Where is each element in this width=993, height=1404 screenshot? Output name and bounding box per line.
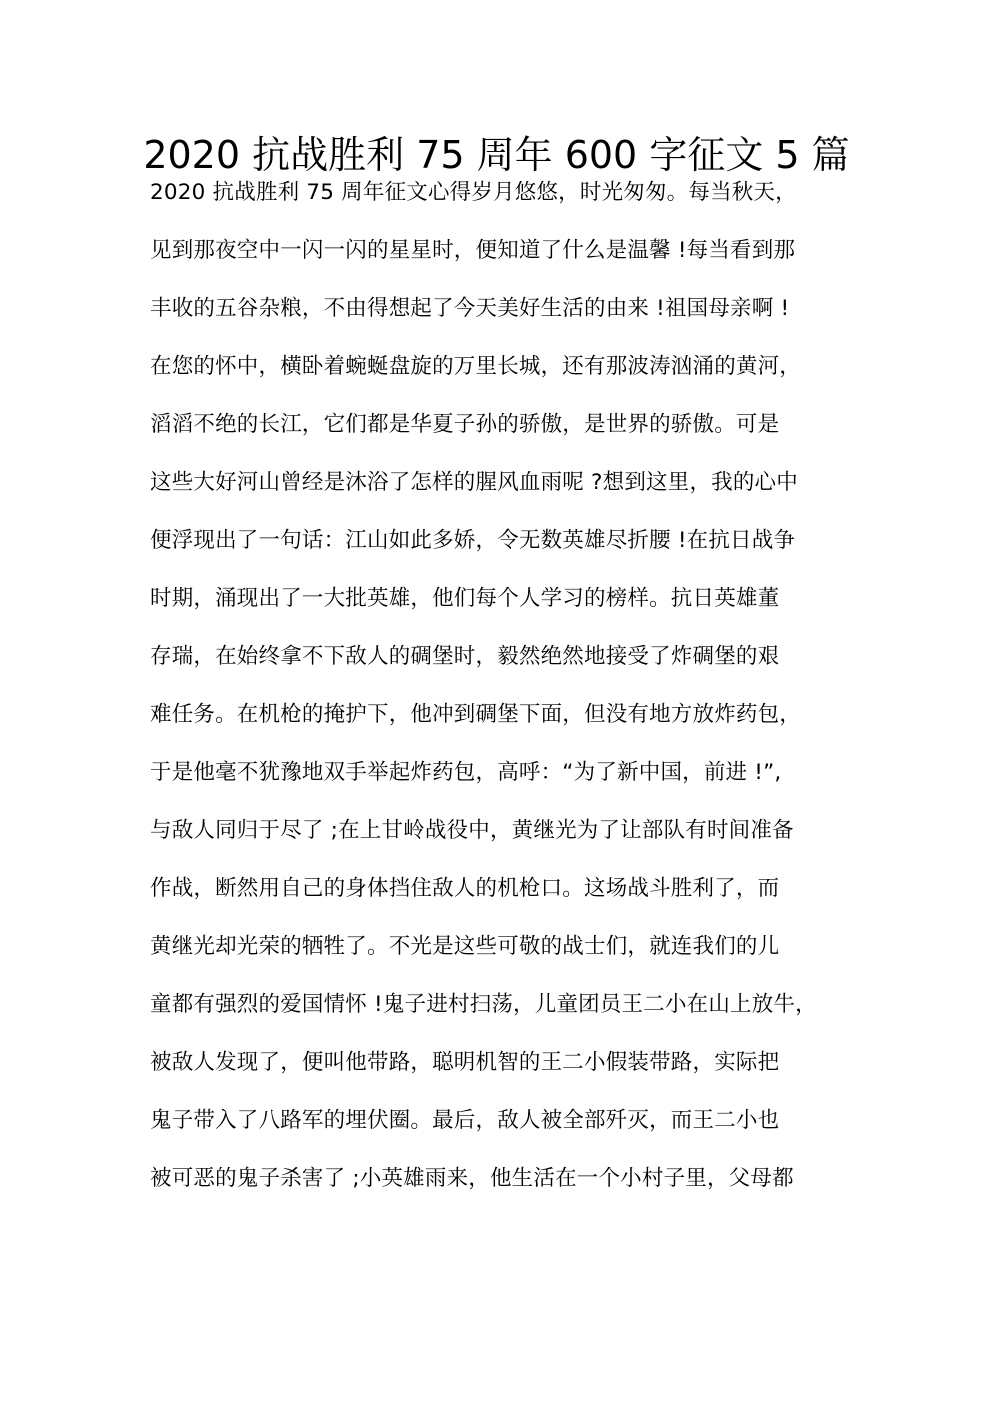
body-line: 这些大好河山曾经是沐浴了怎样的腥风血雨呢 ?想到这里，我的心中 (150, 470, 798, 495)
document-title: 2020 抗战胜利 75 周年 600 字征文 5 篇 (143, 133, 850, 177)
body-line: 于是他毫不犹豫地双手举起炸药包，高呼：“为了新中国，前进 !”, (150, 760, 782, 785)
body-line: 便浮现出了一句话：江山如此多娇，令无数英雄尽折腰 !在抗日战争 (150, 528, 796, 553)
body-line: 存瑞，在始终拿不下敌人的碉堡时，毅然绝然地接受了炸碉堡的艰 (150, 644, 780, 669)
body-line: 难任务。在机枪的掩护下，他冲到碉堡下面，但没有地方放炸药包， (150, 702, 802, 727)
body-line: 鬼子带入了八路军的埋伏圈。最后，敌人被全部歼灭，而王二小也 (150, 1108, 780, 1133)
body-line: 滔滔不绝的长江，它们都是华夏子孙的骄傲，是世界的骄傲。可是 (150, 412, 780, 437)
body-line: 被可恶的鬼子杀害了 ;小英雄雨来，他生活在一个小村子里，父母都 (150, 1166, 794, 1191)
body-line: 黄继光却光荣的牺牲了。不光是这些可敬的战士们，就连我们的儿 (150, 934, 780, 959)
body-line: 在您的怀中，横卧着蜿蜒盘旋的万里长城，还有那波涛汹涌的黄河， (150, 354, 802, 379)
body-line: 与敌人同归于尽了 ;在上甘岭战役中，黄继光为了让部队有时间准备 (150, 818, 794, 843)
body-line: 丰收的五谷杂粮，不由得想起了今天美好生活的由来 !祖国母亲啊 ! (150, 296, 790, 321)
body-line: 被敌人发现了，便叫他带路，聪明机智的王二小假装带路，实际把 (150, 1050, 780, 1075)
body-line: 时期，涌现出了一大批英雄，他们每个人学习的榜样。抗日英雄董 (150, 586, 780, 611)
body-line: 童都有强烈的爱国情怀 !鬼子进村扫荡，儿童团员王二小在山上放牛， (150, 992, 817, 1017)
body-line: 见到那夜空中一闪一闪的星星时，便知道了什么是温馨 !每当看到那 (150, 238, 796, 263)
body-line: 2020 抗战胜利 75 周年征文心得岁月悠悠，时光匆匆。每当秋天， (150, 180, 797, 205)
body-line: 作战，断然用自己的身体挡住敌人的机枪口。这场战斗胜利了，而 (150, 876, 780, 901)
document-body (150, 176, 870, 1220)
